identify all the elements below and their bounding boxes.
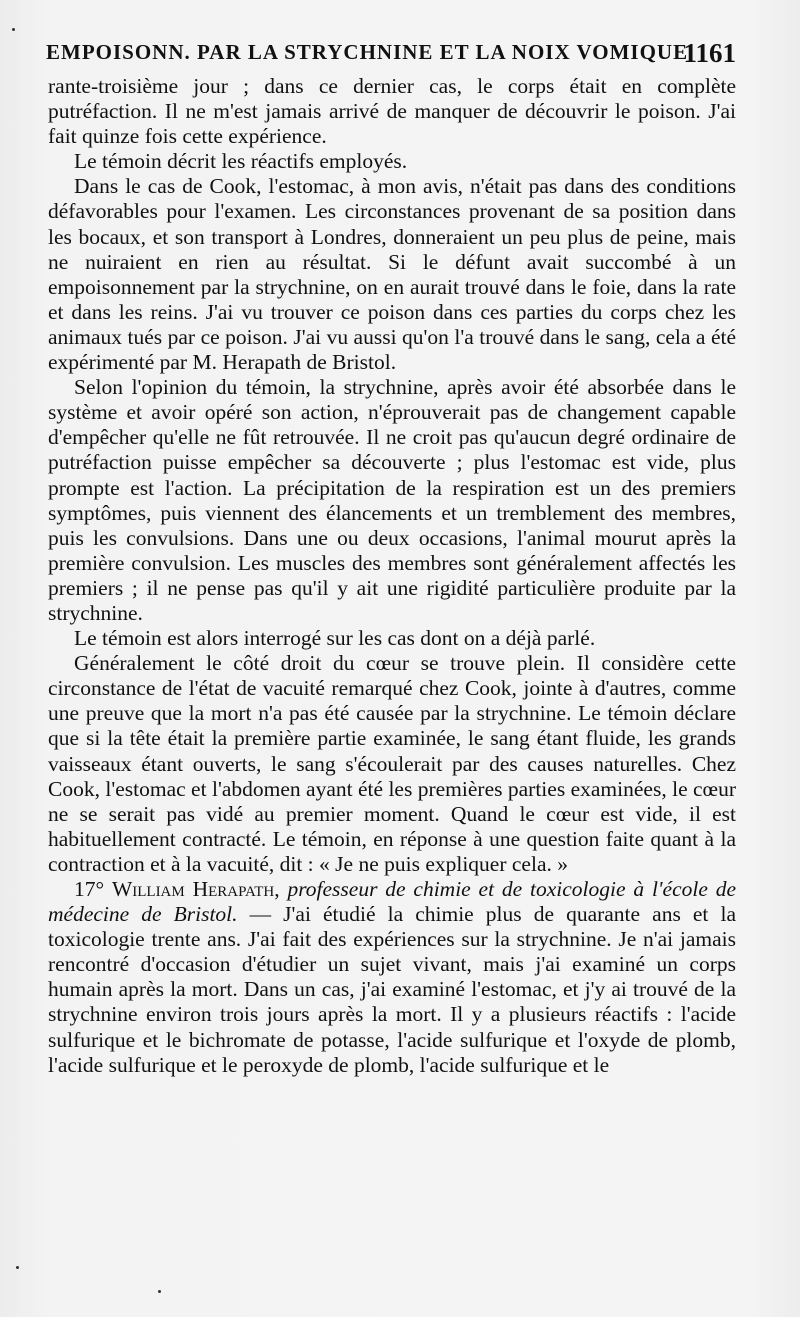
witness-name: William Herapath <box>111 877 275 901</box>
page-body <box>48 74 736 1078</box>
running-header <box>46 36 736 76</box>
paragraph: Le témoin est alors interrogé sur les cas dont on a déjà parlé. <box>74 626 596 651</box>
paragraph: Le témoin décrit les réactifs employés. <box>74 149 408 174</box>
witness-title: professeur de chimie et de toxicologie à l'école de médecine de Bristol. <box>48 877 737 927</box>
margin-mark <box>158 1290 161 1293</box>
paragraph-continuation: rante-troisième jour ; dans ce dernier cas, le corps était en complète putréfaction. Il ne m'est jamais arrivé de manquer de découvrir le poison. J'ai fait quinze fois cette expérience. <box>48 74 736 149</box>
margin-mark <box>12 28 15 31</box>
paragraph: Généralement le côté droit du cœur se trouve plein. Il considère cette circonstance de l'état de vacuité remarqué chez Cook, jointe à d'autres, comme une preuve que la mort n'a pas été causée par la strychnine. Le témoin déclare que si la tête était la première partie examinée, le sang étant fluide, les grands vaisseaux étant ouverts, le sang s'écoulerait par des causes naturelles. Chez Cook, l'estomac et l'abdomen ayant été les premières parties examinées, le cœur ne se serait pas vidé au premier moment. Quand le cœur est vide, il est habituellement contracté. Le témoin, en réponse à une question faite quant à la contraction et à la vacuité, dit : « Je ne puis expliquer cela. » <box>48 651 736 876</box>
paragraph: Dans le cas de Cook, l'estomac, à mon avis, n'était pas dans des conditions défavorables pour l'examen. Les circonstances provenant de sa position dans les bocaux, et son transport à Londres, donneraient un peu plus de peine, mais ne nuiraient en rien au résultat. Si le défunt avait succombé à un empoisonnement par la strychnine, on en aurait trouvé dans le foie, dans la rate et dans les reins. J'ai vu trouver ce poison dans ces parties du corps chez les animaux tués par ce poison. J'ai vu aussi qu'on l'a trouvé dans le sang, cela a été expérimenté par M. Herapath de Bristol. <box>48 174 736 375</box>
witness-number: 17° <box>74 877 105 901</box>
witness-testimony: — J'ai étudié la chimie plus de quarante ans et la toxicologie trente ans. J'ai fait des expériences sur la strychnine. Je n'ai jamais rencontré d'occasion d'étudier un sujet vivant, mais j'ai examiné un corps humain après la mort. Dans un cas, j'ai examiné l'estomac, et j'y ai trouvé de la strychnine environ trois jours après la mort. Il y a plusieurs réactifs : l'acide sulfurique et le bichromate de potasse, l'acide sulfurique et l'oxyde de plomb, l'acide sulfurique et le peroxyde de plomb, l'acide sulfurique et le <box>48 902 736 1077</box>
witness-paragraph: 17° William Herapath, professeur de chimie et de toxicologie à l'école de médecine de Bristol. — J'ai étudié la chimie plus de quarante ans et la toxicologie trente ans. J'ai fait des expériences sur la strychnine. Je n'ai jamais rencontré d'occasion d'étudier un sujet vivant, mais j'ai examiné un corps humain après la mort. Dans un cas, j'ai examiné l'estomac, et j'y ai trouvé de la strychnine environ trois jours après la mort. Il y a plusieurs réactifs : l'acide sulfurique et le bichromate de potasse, l'acide sulfurique et l'oxyde de plomb, l'acide sulfurique et le peroxyde de plomb, l'acide sulfurique et le <box>48 877 737 1077</box>
running-title: EMPOISONN. PAR LA STRYCHNINE ET LA NOIX VOMIQUE. <box>46 40 695 64</box>
paragraph: Selon l'opinion du témoin, la strychnine, après avoir été absorbée dans le système et avoir opéré son action, n'éprouverait pas de changement capable d'empêcher qu'elle ne fût retrouvée. Il ne croit pas qu'aucun degré ordinaire de putréfaction puisse empêcher sa découverte ; plus l'estomac est vide, plus prompte est l'action. La précipitation de la respiration est un des premiers symptômes, puis viennent des élancements et un tremblement des membres, puis les convulsions. Dans une ou deux occasions, l'animal mourut après la première convulsion. Les muscles des membres sont généralement affectés les premiers ; il ne pense pas qu'il y ait une rigidité particulière produite par la strychnine. <box>48 375 736 625</box>
page-number: 1161 <box>683 38 736 68</box>
margin-mark <box>16 1266 19 1269</box>
